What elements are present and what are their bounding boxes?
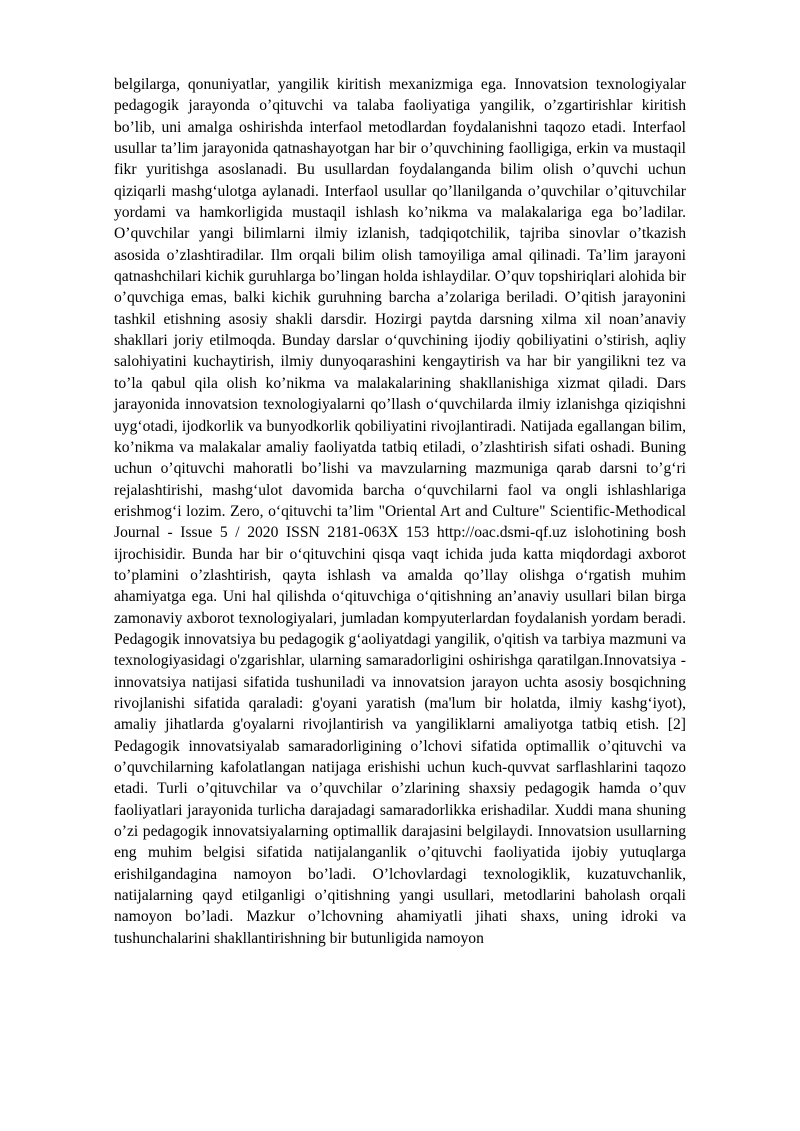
body-paragraph: belgilarga, qonuniyatlar, yangilik kiritish mexanizmiga ega. Innovatsion texnologiyalar pedagogik jarayonda o’qituvchi va talaba faoliyatiga yangilik, o’zgartirishlar kiritish bo’lib, uni amalga oshirishda interfaol metodlardan foydalanishni taqozo etadi. Interfaol usullar ta’lim jarayonida qatnashayotgan har bir o’quvchining faolligiga, erkin va mustaqil fikr yuritishga asoslanadi. Bu usullardan foydalanganda bilim olish o’quvchi uchun qiziqarli mashg‘ulotga aylanadi. Interfaol usullar qo’llanilganda o’quvchilar o’qituvchilar yordami va hamkorligida mustaqil ishlash ko’nikma va malakalariga ega bo’ladilar. O’quvchilar yangi bilimlarni ilmiy izlanish, tadqiqotchilik, tajriba sinovlar o’tkazish asosida o’zlashtiradilar. Ilm orqali bilim olish tamoyiliga amal qilinadi. Ta’lim jarayoni qatnashchilari kichik guruhlarga bo’lingan holda ishlaydilar. O’quv topshiriqlari alohida bir o’quvchiga emas, balki kichik guruhning barcha a’zolariga beriladi. O’qitish jarayonini tashkil etishning asosiy shakli darsdir. Hozirgi paytda darsning xilma xil noan’anaviy shakllari joriy etilmoqda. Bunday darslar o‘quvchining ijodiy qobiliyatini o’stirish, aqliy salohiyatini kuchaytirish, ilmiy dunyoqarashini kengaytirish va har bir yangilikni tez va to’la qabul qila olish ko’nikma va malakalarining shakllanishiga xizmat qiladi. Dars jarayonida innovatsion texnologiyalarni qo’llash o‘quvchilarda ilmiy izlanishga qiziqishni uyg‘otadi, ijodkorlik va bunyodkorlik qobiliyatini rivojlantiradi. Natijada egallangan bilim, ko’nikma va malakalar amaliy faoliyatda tatbiq etiladi, o’zlashtirish sifati oshadi. Buning uchun o’qituvchi mahoratli bo’lishi va mavzularning mazmuniga qarab darsni to’g‘ri rejalashtirishi, mashg‘ulot davomida barcha o‘quvchilarni faol va ongli ishlashlariga erishmog‘i lozim. Zero, o‘qituvchi ta’lim "Oriental Art and Culture" Scientific-Methodical Journal - Issue 5 / 2020 ISSN 2181-063X 153 http://oac.dsmi-qf.uz islohotining bosh ijrochisidir. Bunda har bir o‘qituvchini qisqa vaqt ichida juda katta miqdordagi axborot to’plamini o’zlashtirish, qayta ishlash va amalda qo’llay olishga o‘rgatish muhim ahamiyatga ega. Uni hal qilishda o‘qituvchiga o‘qitishning an’anaviy usullari bilan birga zamonaviy axborot texnologiyalari, jumladan kompyuterlardan foydalanish yordam beradi. Pedagogik innovatsiya bu pedagogik g‘aoliyatdagi yangilik, o'qitish va tarbiya mazmuni va texnologiyasidagi o'zgarishlar, ularning samaradorligini oshirishga qaratilgan.Innovatsiya - innovatsiya natijasi sifatida tushuniladi va innovatsion jarayon uchta asosiy bosqichning rivojlanishi sifatida qaraladi: g'oyani yaratish (ma'lum bir holatda, ilmiy kashg‘iyot), amaliy jihatlarda g'oyalarni rivojlantirish va yangiliklarni amaliyotga tatbiq etish. [2] Pedagogik innovatsiyalab samaradorligining o’lchovi sifatida optimallik o’qituvchi va o’quvchilarning kafolatlangan natijaga erishishi uchun kuch-quvvat sarflashlarini taqozo etadi. Turli o’qituvchilar va o’quvchilar o’zlarining shaxsiy pedagogik hamda o’quv faoliyatlari jarayonida turlicha darajadagi samaradorlikka erishadilar. Xuddi mana shuning o’zi pedagogik innovatsiyalarning optimallik darajasini belgilaydi. Innovatsion usullarning eng muhim belgisi sifatida natijalanganlik o’qituvchi faoliyatida ijobiy yutuqlarga erishilgandagina namoyon bo’ladi. O’lchovlardagi texnologiklik, kuzatuvchanlik, natijalarning qayd etilganligi o’qitishning yangi usullari, metodlarini baholash orqali namoyon bo’ladi. Mazkur o’lchovning ahamiyatli jihati shaxs, uning idroki va tushunchalarini shakllantirishning bir butunligida namoyon <box>114 76 686 947</box>
